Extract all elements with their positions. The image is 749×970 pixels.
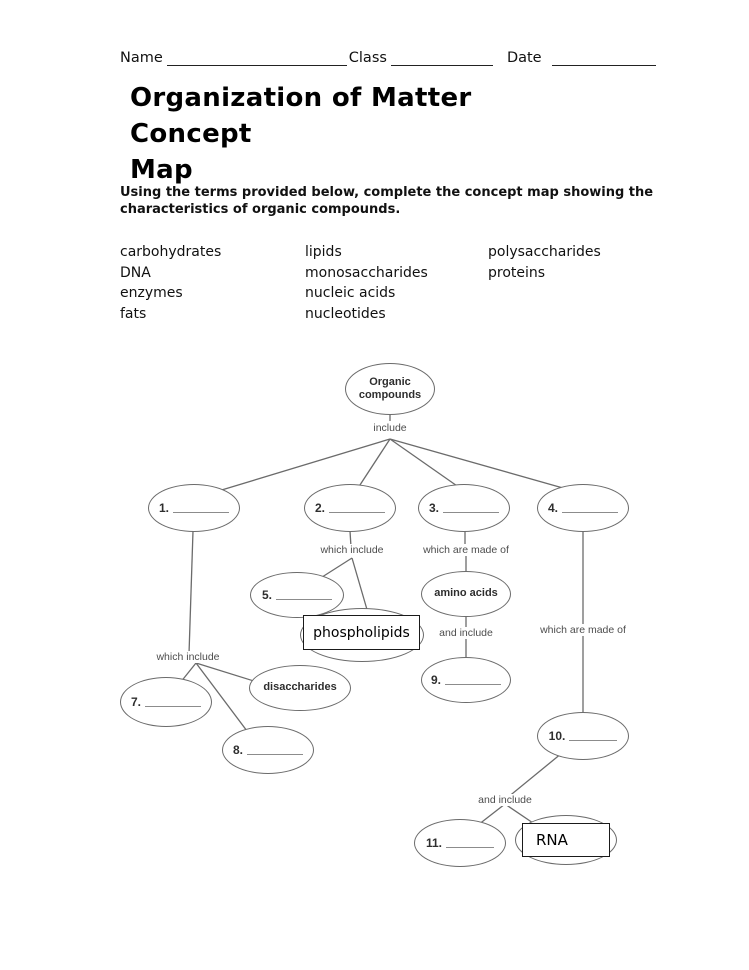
page-title-line2: Map [130,155,193,185]
blank-node-4-line [562,512,618,513]
date-label: Date [506,50,542,66]
word-bank-term: proteins [488,264,546,281]
connector-label-and-include-mid: and include [436,627,496,639]
blank-node-9[interactable] [421,657,511,703]
blank-node-2-line [329,512,385,513]
blank-node-7-line [145,706,201,707]
word-bank-term: lipids [305,244,342,260]
word-bank-term: polysaccharides [488,244,601,260]
name-label: Name [120,50,163,66]
blank-node-2-number: 2. [314,501,325,515]
blank-node-3-number: 3. [428,501,439,515]
blank-node-4-number: 4. [547,501,558,515]
connector-label-and-include-bottom: and include [475,794,535,806]
answer-box-phospholipids[interactable] [303,615,420,650]
connector-label-include: include [370,422,409,434]
connector-label-which-include-mid: which include [317,544,386,556]
blank-node-8-line [247,754,303,755]
blank-node-1[interactable] [148,484,240,532]
blank-node-1-number: 1. [158,501,169,515]
blank-node-5[interactable] [250,572,344,618]
blank-node-10[interactable] [537,712,629,760]
node-amino-acids-label: amino acids [434,587,498,600]
blank-node-8-number: 8. [232,743,243,757]
word-bank-term: nucleotides [305,305,386,322]
blank-node-11-number: 11. [425,836,443,850]
node-organic-compounds [345,363,435,415]
node-organic-compounds-label: Organic compounds [358,375,422,401]
word-bank-term: fats [120,305,147,322]
blank-node-7[interactable] [120,677,212,727]
word-bank-term: DNA [120,264,151,281]
blank-node-3-line [443,512,499,513]
page-title-line1: Organization of Matter Concept [130,83,472,149]
blank-node-1-line [173,512,229,513]
blank-node-11-line [446,847,494,848]
blank-node-5-line [276,599,332,600]
connector-label-which-are-made-of-right: which are made of [537,624,629,636]
blank-node-9-number: 9. [430,673,441,687]
blank-node-8[interactable] [222,726,314,774]
blank-node-7-number: 7. [130,695,141,709]
blank-node-10-line [569,740,617,741]
word-bank-term: monosaccharides [305,264,428,281]
connector-label-which-are-made-of-mid: which are made of [420,544,512,556]
blank-node-3[interactable] [418,484,510,532]
blank-node-5-number: 5. [261,588,272,602]
instructions-line2: characteristics of organic compounds. [120,202,401,217]
answer-box-rna-text: RNA [536,831,568,849]
node-disaccharides [249,665,351,711]
connector-label-which-include-left: which include [153,651,222,663]
blank-node-9-line [445,684,501,685]
word-bank-term: carbohydrates [120,244,222,260]
blank-node-11[interactable] [414,819,506,867]
blank-node-2[interactable] [304,484,396,532]
instructions-line1: Using the terms provided below, complete the concept map showing the [120,185,654,200]
class-label: Class [348,50,387,66]
answer-box-phospholipids-text: phospholipids [313,624,410,641]
node-disaccharides-label: disaccharides [263,681,337,694]
answer-box-rna[interactable] [522,823,610,857]
blank-node-4[interactable] [537,484,629,532]
word-bank-term: nucleic acids [305,285,396,301]
blank-node-10-number: 10. [548,729,566,743]
word-bank-term: enzymes [120,285,183,301]
node-amino-acids [421,571,511,617]
